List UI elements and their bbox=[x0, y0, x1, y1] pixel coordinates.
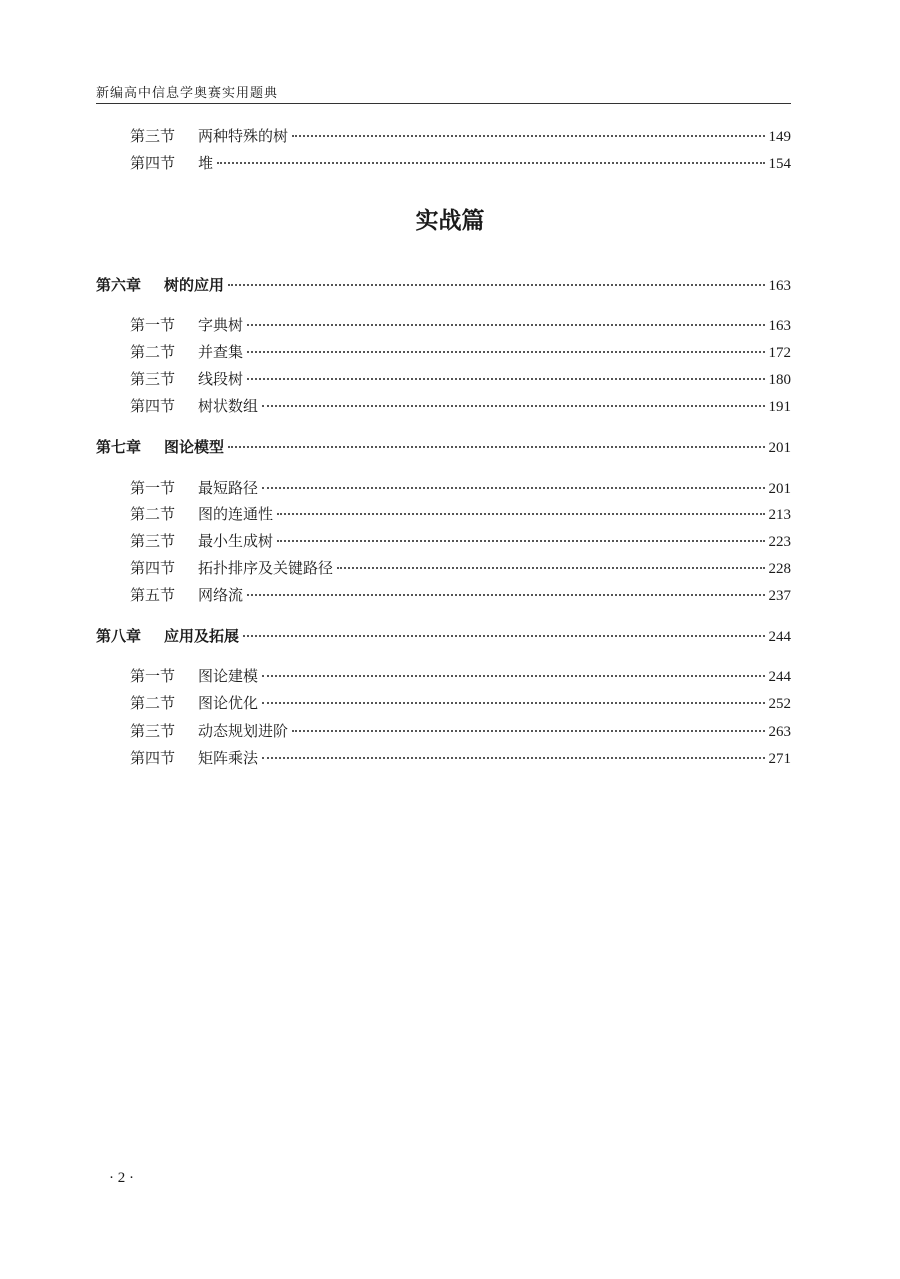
page-ref: 237 bbox=[768, 588, 791, 604]
section-number: 第三节 bbox=[130, 532, 176, 550]
dot-leader bbox=[277, 539, 764, 542]
chapter-number: 第七章 bbox=[96, 438, 142, 456]
page-ref: 180 bbox=[768, 372, 791, 388]
dot-leader bbox=[228, 283, 764, 286]
section-number: 第二节 bbox=[130, 694, 176, 712]
section-title: 最小生成树 bbox=[198, 532, 274, 550]
section-title: 并查集 bbox=[198, 343, 244, 361]
page-ref: 252 bbox=[768, 696, 791, 712]
page-ref: 149 bbox=[768, 129, 791, 145]
toc-section-row[interactable] bbox=[130, 584, 791, 606]
dot-leader bbox=[247, 377, 764, 380]
page-ref: 223 bbox=[768, 534, 791, 550]
chapter-title: 图论模型 bbox=[164, 438, 225, 456]
dot-leader bbox=[247, 350, 764, 353]
dot-leader bbox=[292, 729, 764, 732]
section-title: 最短路径 bbox=[198, 479, 259, 497]
toc-chapter-row[interactable] bbox=[96, 436, 791, 458]
dot-leader bbox=[277, 512, 764, 515]
toc-chapter-row[interactable] bbox=[96, 274, 791, 296]
section-title: 树状数组 bbox=[198, 397, 259, 415]
section-number: 第四节 bbox=[130, 749, 176, 767]
dot-leader bbox=[247, 323, 764, 326]
section-number: 第四节 bbox=[130, 154, 176, 172]
section-title: 矩阵乘法 bbox=[198, 749, 259, 767]
page-ref: 201 bbox=[768, 481, 791, 497]
section-title: 字典树 bbox=[198, 316, 244, 334]
section-title: 图的连通性 bbox=[198, 505, 274, 523]
toc-section-row[interactable] bbox=[130, 477, 791, 499]
section-title: 动态规划进阶 bbox=[198, 722, 289, 740]
page-ref: 263 bbox=[768, 724, 791, 740]
page-ref: 244 bbox=[768, 629, 791, 645]
toc-section-row[interactable] bbox=[130, 530, 791, 552]
page-ref: 163 bbox=[768, 278, 791, 294]
chapter-number: 第六章 bbox=[96, 276, 142, 294]
toc-section-row[interactable] bbox=[130, 314, 791, 336]
page-ref: 163 bbox=[768, 318, 791, 334]
section-number: 第二节 bbox=[130, 505, 176, 523]
dot-leader bbox=[262, 486, 764, 489]
section-number: 第四节 bbox=[130, 397, 176, 415]
toc-section-row[interactable] bbox=[130, 152, 791, 174]
toc-section-row[interactable] bbox=[130, 665, 791, 687]
dot-leader bbox=[243, 634, 764, 637]
section-number: 第二节 bbox=[130, 343, 176, 361]
dot-leader bbox=[262, 701, 764, 704]
toc-section-row[interactable] bbox=[130, 692, 791, 714]
toc-section-row[interactable] bbox=[130, 125, 791, 147]
section-title: 网络流 bbox=[198, 586, 244, 604]
dot-leader bbox=[247, 593, 764, 596]
header-rule bbox=[96, 103, 791, 104]
section-number: 第三节 bbox=[130, 722, 176, 740]
toc-section-row[interactable] bbox=[130, 395, 791, 417]
toc-section-row[interactable] bbox=[130, 368, 791, 390]
section-number: 第一节 bbox=[130, 316, 176, 334]
page-ref: 154 bbox=[768, 156, 791, 172]
toc-section-row[interactable] bbox=[130, 747, 791, 769]
page-ref: 228 bbox=[768, 561, 791, 577]
page-ref: 201 bbox=[768, 440, 791, 456]
section-number: 第五节 bbox=[130, 586, 176, 604]
dot-leader bbox=[228, 445, 764, 448]
section-title: 线段树 bbox=[198, 370, 244, 388]
toc-section-row[interactable] bbox=[130, 557, 791, 579]
part-title: 实战篇 bbox=[415, 208, 485, 234]
section-title: 图论建模 bbox=[198, 667, 259, 685]
running-header: 新编高中信息学奥赛实用题典 bbox=[96, 86, 279, 101]
dot-leader bbox=[292, 134, 764, 137]
chapter-title: 树的应用 bbox=[164, 276, 225, 294]
dot-leader bbox=[262, 674, 764, 677]
section-title: 图论优化 bbox=[198, 694, 259, 712]
section-number: 第四节 bbox=[130, 559, 176, 577]
toc-section-row[interactable] bbox=[130, 720, 791, 742]
page-ref: 244 bbox=[768, 669, 791, 685]
dot-leader bbox=[262, 404, 764, 407]
chapter-number: 第八章 bbox=[96, 627, 142, 645]
section-number: 第一节 bbox=[130, 479, 176, 497]
section-number: 第一节 bbox=[130, 667, 176, 685]
toc-section-row[interactable] bbox=[130, 341, 791, 363]
page-ref: 191 bbox=[768, 399, 791, 415]
toc-chapter-row[interactable] bbox=[96, 625, 791, 647]
page-ref: 172 bbox=[768, 345, 791, 361]
page-number: · 2 · bbox=[109, 1170, 134, 1186]
toc-section-row[interactable] bbox=[130, 503, 791, 525]
dot-leader bbox=[337, 566, 764, 569]
section-title: 两种特殊的树 bbox=[198, 127, 289, 145]
page-ref: 213 bbox=[768, 507, 791, 523]
section-title: 堆 bbox=[198, 154, 214, 172]
chapter-title: 应用及拓展 bbox=[164, 627, 240, 645]
section-number: 第三节 bbox=[130, 127, 176, 145]
page-ref: 271 bbox=[768, 751, 791, 767]
section-number: 第三节 bbox=[130, 370, 176, 388]
dot-leader bbox=[262, 756, 764, 759]
section-title: 拓扑排序及关键路径 bbox=[198, 559, 334, 577]
dot-leader bbox=[217, 161, 764, 164]
